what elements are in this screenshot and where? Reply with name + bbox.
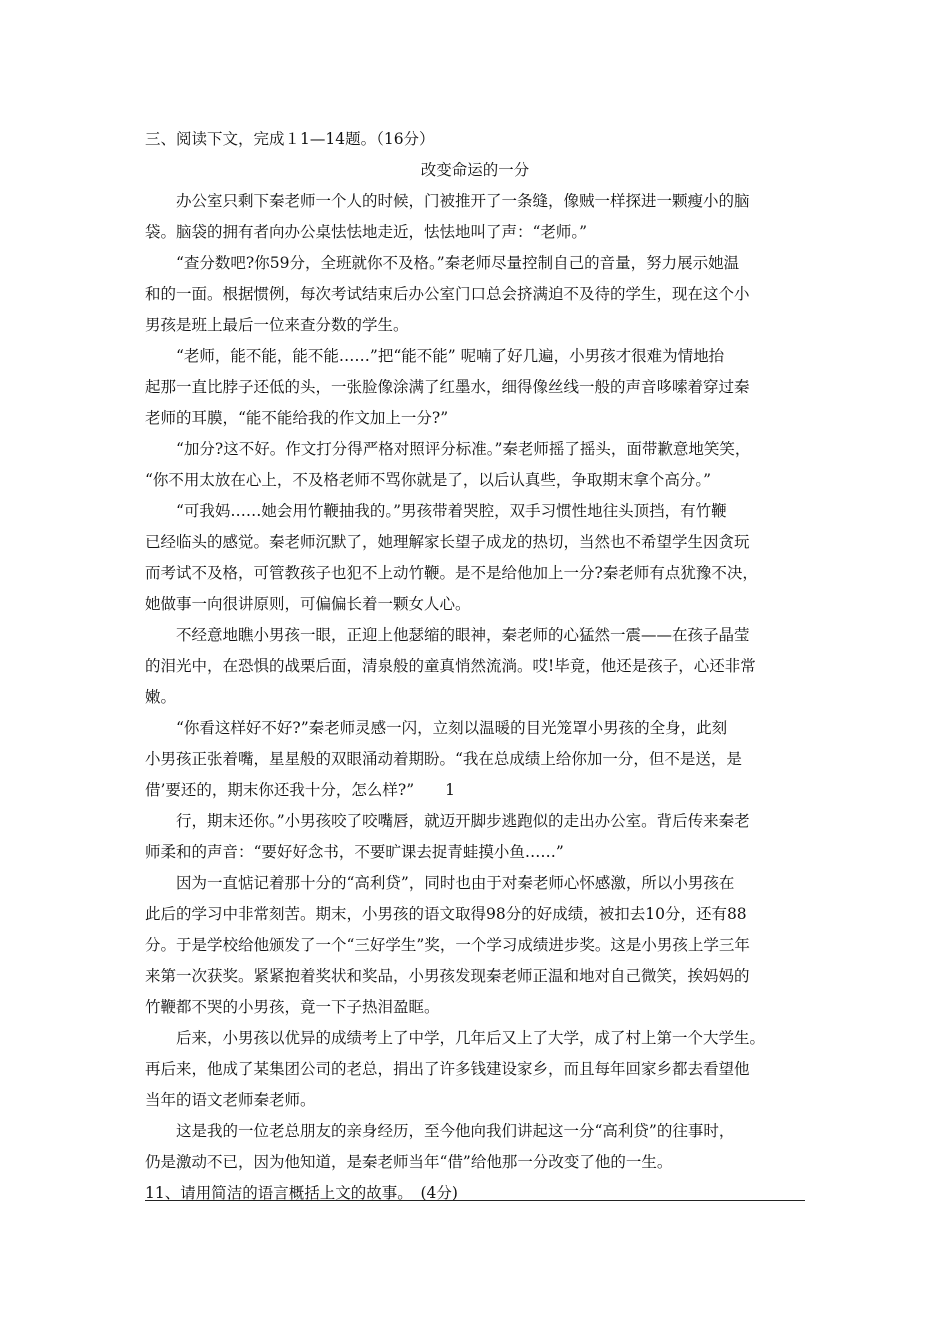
article-line: 和的一面。根据惯例，每次考试结束后办公室门口总会挤满迫不及待的学生，现在这个小	[145, 285, 750, 303]
article-line: “老师，能不能，能不能……”把“能不能” 呢喃了好几遍，小男孩才很难为情地抬	[176, 347, 725, 365]
section-heading: 三、阅读下文，完成１1—14题。（16分）	[145, 130, 435, 148]
article-line: 这是我的一位老总朋友的亲身经历，至今他向我们讲起这一分“高利贷”的往事时，	[176, 1122, 735, 1140]
answer-line	[145, 1200, 805, 1201]
article-line: 竹鞭都不哭的小男孩，竟一下子热泪盈眶。	[145, 998, 440, 1016]
article-line: “你看这样好不好?”秦老师灵感一闪，立刻以温暖的目光笼罩小男孩的全身，此刻	[176, 719, 728, 737]
article-line: 的泪光中，在恐惧的战栗后面，清泉般的童真悄然流淌。哎!毕竟，他还是孩子，心还非常	[145, 657, 756, 675]
article-line: 袋。脑袋的拥有者向办公桌怯怯地走近，怯怯地叫了声：“老师。”	[145, 223, 588, 241]
article-line: 分。于是学校给他颁发了一个“三好学生”奖，一个学习成绩进步奖。这是小男孩上学三年	[145, 936, 750, 954]
article-line: 起那一直比脖子还低的头，一张脸像涂满了红墨水，细得像丝线一般的声音哆嗦着穿过秦	[145, 378, 750, 396]
article-line: “加分?这不好。作文打分得严格对照评分标准。”秦老师摇了摇头，面带歉意地笑笑，	[176, 440, 751, 458]
article-line: 男孩是班上最后一位来查分数的学生。	[145, 316, 409, 334]
article-line: 而考试不及格，可管教孩子也犯不上动竹鞭。是不是给他加上一分?秦老师有点犹豫不决，	[145, 564, 758, 582]
article-line: 不经意地瞧小男孩一眼，正迎上他瑟缩的眼神，秦老师的心猛然一震——在孩子晶莹	[176, 626, 750, 644]
article-line: “你不用太放在心上，不及格老师不骂你就是了，以后认真些，争取期末拿个高分。”	[145, 471, 712, 489]
article-line: 她做事一向很讲原则，可偏偏长着一颗女人心。	[145, 595, 471, 613]
article-title: 改变命运的一分	[420, 161, 530, 179]
article-line: 已经临头的感觉。秦老师沉默了，她理解家长望子成龙的热切，当然也不希望学生因贪玩	[145, 533, 750, 551]
article-line: 当年的语文老师秦老师。	[145, 1091, 316, 1109]
article-line: 此后的学习中非常刻苦。期末，小男孩的语文取得98分的好成绩，被扣去10分，还有88	[145, 905, 747, 923]
article-line: 后来，小男孩以优异的成绩考上了中学，几年后又上了大学，成了村上第一个大学生。	[176, 1029, 766, 1047]
article-line: 办公室只剩下秦老师一个人的时候，门被推开了一条缝，像贼一样探进一颗瘦小的脑	[176, 192, 750, 210]
question-11: 11、请用简洁的语言概括上文的故事。 (4分)	[145, 1184, 458, 1202]
article-body	[145, 124, 805, 1209]
article-line: 师柔和的声音：“要好好念书，不要旷课去捉青蛙摸小鱼……”	[145, 843, 564, 861]
article-line: 借’要还的，期末你还我十分，怎么样?” 1	[145, 781, 456, 799]
article-line: 行，期末还你。”小男孩咬了咬嘴唇，就迈开脚步逃跑似的走出办公室。背后传来秦老	[176, 812, 750, 830]
article-line: 再后来，他成了某集团公司的老总，捐出了许多钱建设家乡，而且每年回家乡都去看望他	[145, 1060, 750, 1078]
article-line: “查分数吧?你59分，全班就你不及格。”秦老师尽量控制自己的音量，努力展示她温	[176, 254, 740, 272]
article-line: 嫩。	[145, 688, 177, 706]
article-line: 仍是激动不已，因为他知道，是秦老师当年“借”给他那一分改变了他的一生。	[145, 1153, 673, 1171]
article-line: 小男孩正张着嘴，星星般的双眼涌动着期盼。“我在总成绩上给你加一分，但不是送，是	[145, 750, 742, 768]
article-line: 因为一直惦记着那十分的“高利贷”，同时也由于对秦老师心怀感激，所以小男孩在	[176, 874, 735, 892]
article-line: “可我妈……她会用竹鞭抽我的。”男孩带着哭腔，双手习惯性地往头顶挡，有竹鞭	[176, 502, 727, 520]
article-line: 来第一次获奖。紧紧抱着奖状和奖品，小男孩发现秦老师正温和地对自己微笑，挨妈妈的	[145, 967, 750, 985]
article-line: 老师的耳膜，“能不能给我的作文加上一分?”	[145, 409, 449, 427]
article-text	[145, 186, 805, 1178]
